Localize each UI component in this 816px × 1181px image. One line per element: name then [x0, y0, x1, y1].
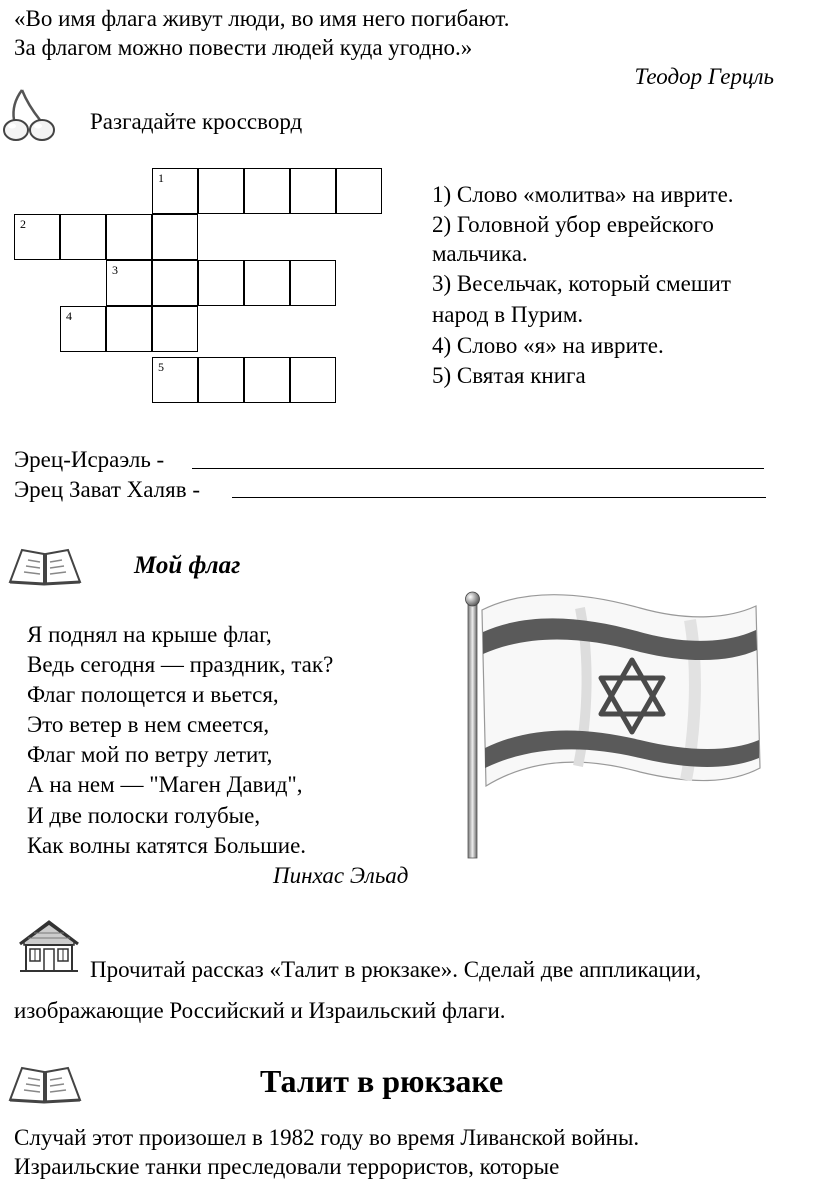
poem-line: Я поднял на крыше флаг,: [27, 622, 272, 647]
clue-line: 2) Головной убор еврейского: [432, 212, 714, 237]
crossword-cell[interactable]: [290, 357, 336, 403]
task-line-2: изображающие Российский и Израильский флаги.: [14, 998, 506, 1023]
crossword-cell[interactable]: [198, 260, 244, 306]
story-line-1: Случай этот произошел в 1982 году во время Ливанской войны.: [14, 1125, 640, 1150]
clue-number-2: 2: [20, 217, 26, 231]
crossword-cell[interactable]: [290, 168, 336, 214]
poem-title: Мой флаг: [134, 552, 241, 579]
crossword-cell[interactable]: [198, 168, 244, 214]
poem-line: Флаг полощется и вьется,: [27, 682, 279, 707]
poem-line: Как волны катятся Большие.: [27, 833, 307, 858]
poem-line: А на нем — "Маген Давид",: [27, 772, 303, 797]
clue-number-3: 3: [112, 263, 118, 277]
clue-line: мальчика.: [432, 241, 528, 266]
israel-flag-icon: [460, 588, 780, 860]
poem-author: Пинхас Эльад: [273, 863, 409, 888]
crossword-cell[interactable]: [106, 214, 152, 260]
poem-line: И две полоски голубые,: [27, 803, 261, 828]
poem-line: Флаг мой по ветру летит,: [27, 742, 273, 767]
crossword-cell[interactable]: [60, 214, 106, 260]
open-book-icon: [6, 544, 84, 586]
poem-line: Это ветер в нем смеется,: [27, 712, 270, 737]
crossword-cell[interactable]: [336, 168, 382, 214]
crossword-cell[interactable]: [244, 260, 290, 306]
answer-line-1[interactable]: [192, 468, 764, 469]
answer-line-2[interactable]: [232, 497, 766, 498]
clue-line: 4) Слово «я» на иврите.: [432, 333, 664, 358]
cherries-icon: [2, 86, 64, 148]
crossword-cell[interactable]: [198, 357, 244, 403]
clue-number-4: 4: [66, 309, 72, 323]
crossword-cell[interactable]: [290, 260, 336, 306]
poem-line: Ведь сегодня — праздник, так?: [27, 652, 334, 677]
crossword-cell[interactable]: [152, 168, 198, 214]
fill-in-label-1: Эрец-Исраэль -: [14, 447, 165, 472]
clue-line: 1) Слово «молитва» на иврите.: [432, 182, 734, 207]
crossword-heading: Разгадайте кроссворд: [90, 109, 303, 134]
story-line-2: Израильские танки преследовали террористов, которые: [14, 1154, 560, 1179]
clue-line: 3) Весельчак, который смешит: [432, 271, 731, 296]
epigraph-line-1: «Во имя флага живут люди, во имя него погибают.: [14, 6, 510, 31]
epigraph-author: Теодор Герцль: [634, 64, 774, 89]
house-icon: [18, 918, 80, 974]
crossword-cell[interactable]: [244, 168, 290, 214]
crossword-cell[interactable]: [152, 357, 198, 403]
task-line-1: Прочитай рассказ «Талит в рюкзаке». Сделай две аппликации,: [90, 957, 702, 982]
crossword-cell[interactable]: [152, 260, 198, 306]
crossword-cell[interactable]: [106, 306, 152, 352]
crossword-cell[interactable]: [106, 260, 152, 306]
crossword-cell[interactable]: [60, 306, 106, 352]
crossword-cell[interactable]: [152, 306, 198, 352]
story-title: Талит в рюкзаке: [260, 1063, 504, 1099]
crossword-cell[interactable]: [152, 214, 198, 260]
clue-number-5: 5: [158, 360, 164, 374]
clue-number-1: 1: [158, 171, 164, 185]
clue-line: 5) Святая книга: [432, 363, 586, 388]
crossword-cell[interactable]: [14, 214, 60, 260]
epigraph-line-2: За флагом можно повести людей куда угодно.»: [14, 35, 473, 60]
crossword-cell[interactable]: [244, 357, 290, 403]
clue-line: народ в Пурим.: [432, 302, 584, 327]
fill-in-label-2: Эрец Зават Халяв -: [14, 477, 200, 502]
open-book-icon: [6, 1062, 84, 1104]
